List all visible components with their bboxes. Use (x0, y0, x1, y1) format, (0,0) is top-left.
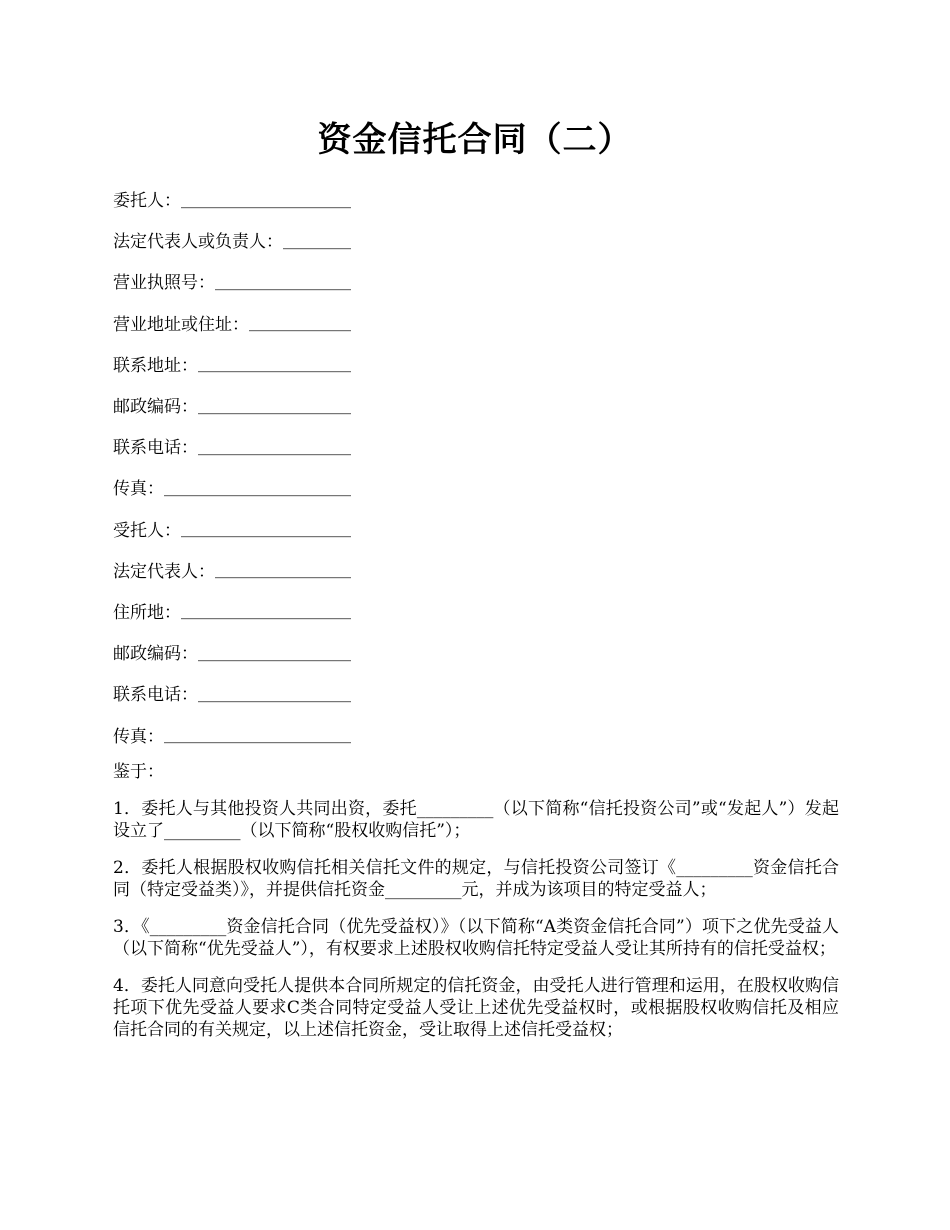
fill-blank: __________________ (198, 435, 351, 456)
field-postal-code-trustee (113, 631, 413, 672)
field-label: 邮政编码： (113, 644, 198, 665)
fill-blank: __________________ (198, 353, 351, 374)
field-label: 委托人： (113, 191, 181, 212)
field-contact-address (113, 343, 413, 384)
field-business-address (113, 302, 413, 343)
field-label: 邮政编码： (113, 397, 198, 418)
party-fields (113, 178, 413, 755)
field-label: 传真： (113, 726, 164, 747)
field-business-license (113, 260, 413, 301)
field-label: 联系电话： (113, 685, 198, 706)
field-label: 联系地址： (113, 355, 198, 376)
field-trustee (113, 508, 413, 549)
recital-paragraph: 4．委托人同意向受托人提供本合同所规定的信托资金，由受托人进行管理和运用，在股权收购信托项下优先受益人要求C类合同特定受益人受让上述优先受益权时，或根据股权收购信托及相应信托合同的有关规定，以上述信托资金，受让取得上述信托受益权； (113, 976, 839, 1040)
recital-paragraph: 3．《_________资金信托合同（优先受益权）》（以下简称“A类资金信托合同”）项下之优先受益人（以下简称“优先受益人”），有权要求上述股权收购信托特定受益人受让其所持有的信托受益权； (113, 917, 839, 959)
field-fax-trustee (113, 713, 413, 754)
whereas-heading: 鉴于： (113, 762, 164, 782)
field-label: 受托人： (113, 520, 181, 541)
fill-blank: ____________________ (181, 600, 351, 621)
field-label: 住所地： (113, 602, 181, 623)
field-phone-trustee (113, 672, 413, 713)
fill-blank: __________________ (198, 682, 351, 703)
fill-blank: ________________ (215, 270, 351, 291)
fill-blank: __________________ (198, 641, 351, 662)
field-legal-rep-or-head (113, 219, 413, 260)
document-title: 资金信托合同（二） (317, 120, 633, 160)
fill-blank: ____________________ (181, 188, 351, 209)
fill-blank: ________________ (215, 559, 351, 580)
fill-blank: ______________________ (164, 476, 351, 497)
fill-blank: ____________________ (181, 518, 351, 539)
fill-blank: ________ (283, 229, 351, 250)
field-legal-rep (113, 549, 413, 590)
field-label: 法定代表人或负责人： (113, 232, 283, 253)
fill-blank: ____________ (249, 312, 351, 333)
recital-paragraph: 1．委托人与其他投资人共同出资，委托_________（以下简称“信托投资公司”或“发起人”）发起设立了_________（以下简称“股权收购信托”）； (113, 799, 839, 841)
field-label: 法定代表人： (113, 561, 215, 582)
field-label: 传真： (113, 479, 164, 500)
field-fax (113, 466, 413, 507)
fill-blank: ______________________ (164, 724, 351, 745)
field-principal (113, 178, 413, 219)
field-label: 联系电话： (113, 438, 198, 459)
recital-paragraph: 2．委托人根据股权收购信托相关信托文件的规定，与信托投资公司签订《_________资金信托合同（特定受益类）》，并提供信托资金_________元，并成为该项目的特定受益人； (113, 858, 839, 900)
recitals (113, 798, 839, 1056)
fill-blank: __________________ (198, 394, 351, 415)
field-domicile (113, 590, 413, 631)
field-postal-code (113, 384, 413, 425)
field-phone (113, 425, 413, 466)
field-label: 营业地址或住址： (113, 314, 249, 335)
field-label: 营业执照号： (113, 273, 215, 294)
